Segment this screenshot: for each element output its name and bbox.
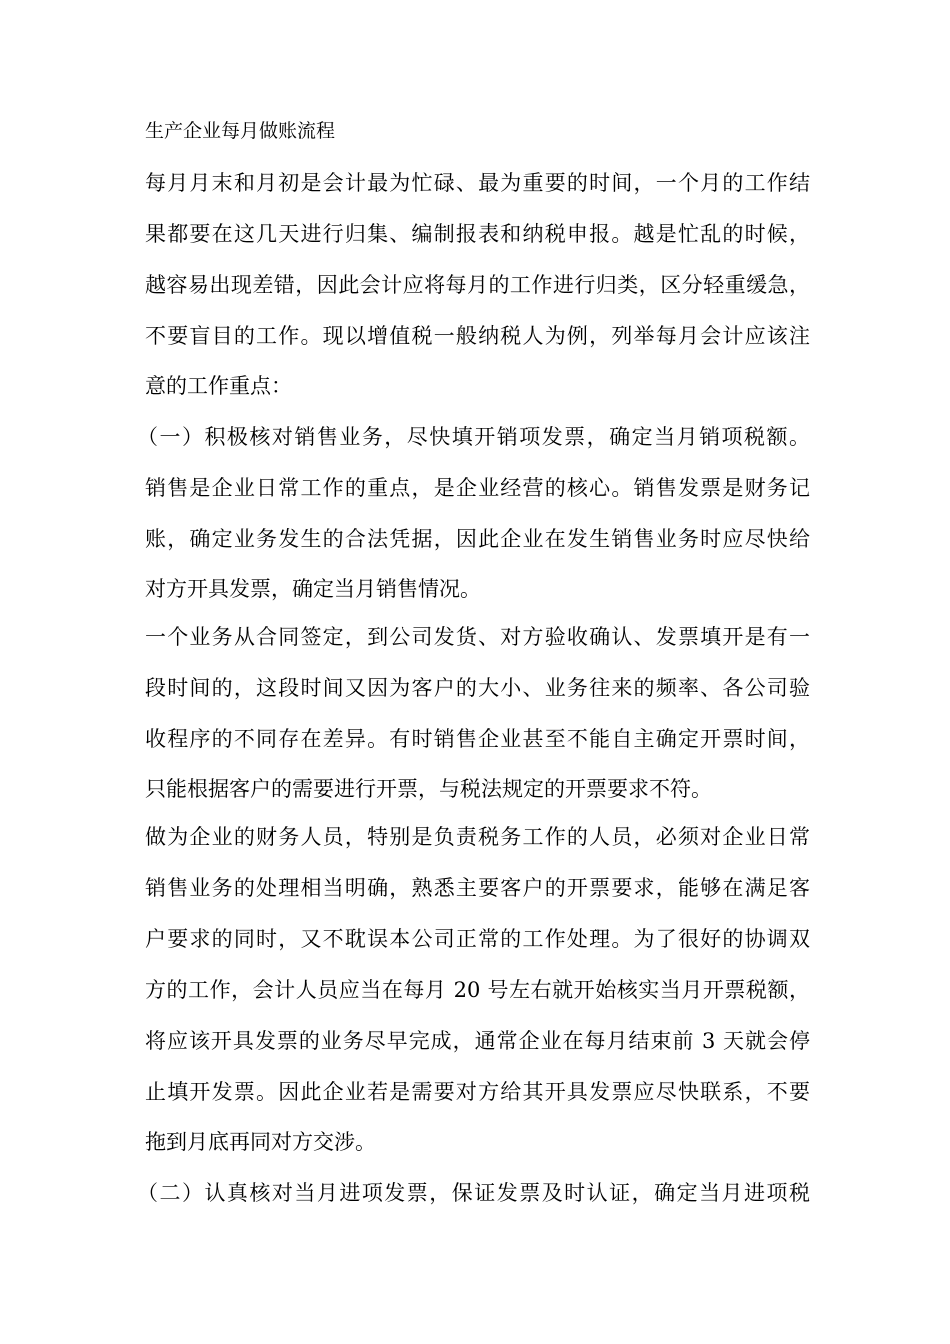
paragraph-line: 意的工作重点：	[145, 374, 292, 398]
paragraph-line: 果都要在这几天进行归集、编制报表和纳税申报。越是忙乱的时候，	[145, 222, 810, 246]
document-title: 生产企业每月做账流程	[145, 120, 336, 142]
paragraph-line: 拖到月底再同对方交涉。	[145, 1130, 376, 1154]
paragraph-line: 将应该开具发票的业务尽早完成，通常企业在每月结束前 3 天就会停	[145, 1029, 810, 1053]
section-heading: （一）积极核对销售业务，尽快填开销项发票，确定当月销项税额。	[137, 425, 810, 449]
paragraph-line: 方的工作，会计人员应当在每月 20 号左右就开始核实当月开票税额，	[145, 978, 810, 1002]
paragraph-line: 销售业务的处理相当明确，熟悉主要客户的开票要求，能够在满足客	[145, 876, 810, 900]
paragraph-line: 一个业务从合同签定，到公司发货、对方验收确认、发票填开是有一	[145, 625, 810, 649]
paragraph-line: 止填开发票。因此企业若是需要对方给其开具发票应尽快联系，不要	[145, 1080, 810, 1104]
paragraph-line: 销售是企业日常工作的重点，是企业经营的核心。销售发票是财务记	[145, 476, 810, 500]
paragraph-line: 收程序的不同存在差异。有时销售企业甚至不能自主确定开票时间，	[145, 727, 810, 751]
paragraph-line: 户要求的同时，又不耽误本公司正常的工作处理。为了很好的协调双	[145, 927, 810, 951]
paragraph-line: 对方开具发票，确定当月销售情况。	[145, 577, 481, 601]
paragraph-line: 每月月末和月初是会计最为忙碌、最为重要的时间，一个月的工作结	[145, 171, 810, 195]
paragraph-line: 不要盲目的工作。现以增值税一般纳税人为例，列举每月会计应该注	[145, 324, 810, 348]
section-heading: （二）认真核对当月进项发票，保证发票及时认证，确定当月进项税	[137, 1181, 810, 1205]
paragraph-line: 做为企业的财务人员，特别是负责税务工作的人员，必须对企业日常	[145, 825, 810, 849]
paragraph-line: 段时间的，这段时间又因为客户的大小、业务往来的频率、各公司验	[145, 676, 810, 700]
paragraph-line: 只能根据客户的需要进行开票，与税法规定的开票要求不符。	[145, 777, 712, 801]
paragraph-line: 账，确定业务发生的合法凭据，因此企业在发生销售业务时应尽快给	[145, 527, 810, 551]
paragraph-line: 越容易出现差错，因此会计应将每月的工作进行归类，区分轻重缓急，	[145, 273, 810, 297]
